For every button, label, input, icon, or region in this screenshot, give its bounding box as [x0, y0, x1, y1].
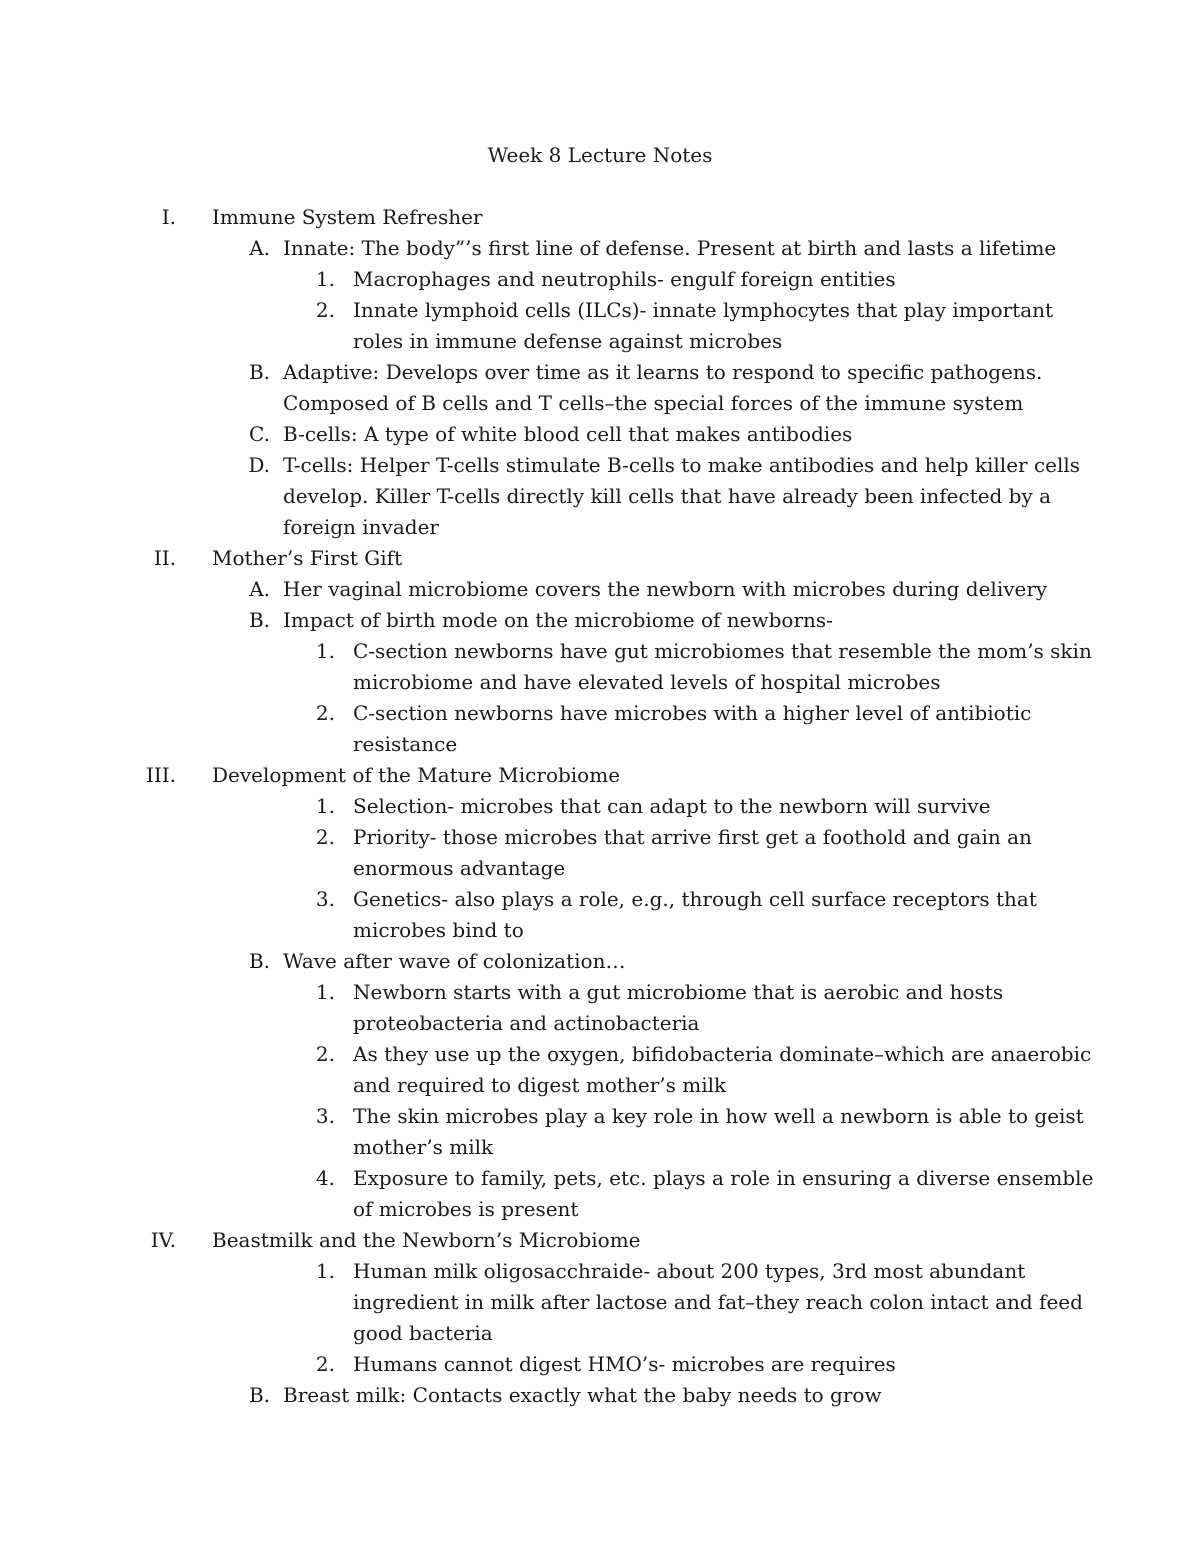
outline-marker: 2. — [315, 1042, 335, 1066]
outline-marker: I. — [161, 205, 176, 229]
outline-list — [0, 202, 1200, 1411]
outline-text-line: and required to digest mother’s milk — [353, 1073, 727, 1097]
outline-text-line: Innate: The body”’s first line of defense. Present at birth and lasts a lifetime — [283, 236, 1057, 260]
outline-text-line: C-section newborns have microbes with a higher level of antibiotic — [353, 701, 1032, 725]
outline-item-level-3 — [0, 1256, 1200, 1349]
outline-marker: IV. — [150, 1228, 176, 1252]
outline-text-line: T-cells: Helper T-cells stimulate B-cells to make antibodies and help killer cells — [283, 453, 1081, 477]
outline-text-line: As they use up the oxygen, bifidobacteria dominate–which are anaerobic — [353, 1042, 1092, 1066]
outline-item-level-1 — [0, 760, 1200, 791]
outline-marker: III. — [145, 763, 176, 787]
outline-marker: B. — [248, 608, 270, 632]
outline-text-line: develop. Killer T-cells directly kill cells that have already been infected by a — [283, 484, 1052, 508]
outline-marker: A. — [249, 236, 270, 260]
outline-item-level-2 — [0, 357, 1200, 419]
outline-item-level-3 — [0, 1101, 1200, 1163]
outline-item-level-3 — [0, 1349, 1200, 1380]
outline-item-level-2 — [0, 605, 1200, 636]
outline-text-line: Adaptive: Develops over time as it learns to respond to specific pathogens. — [283, 360, 1043, 384]
outline-marker: 3. — [315, 1104, 335, 1128]
outline-item-level-2 — [0, 450, 1200, 543]
outline-item-level-3 — [0, 264, 1200, 295]
outline-marker: 2. — [315, 1352, 335, 1376]
outline-item-level-2 — [0, 419, 1200, 450]
outline-text-line: Selection- microbes that can adapt to the newborn will survive — [353, 794, 991, 818]
outline-marker: 1. — [315, 639, 335, 663]
outline-marker: 3. — [315, 887, 335, 911]
outline-text-line: Impact of birth mode on the microbiome of newborns- — [283, 608, 833, 632]
outline-marker: 2. — [315, 825, 335, 849]
outline-text-line: Priority- those microbes that arrive first get a foothold and gain an — [353, 825, 1032, 849]
outline-marker: 1. — [315, 794, 335, 818]
outline-marker: 1. — [315, 980, 335, 1004]
outline-text-line: roles in immune defense against microbes — [353, 329, 783, 353]
outline-text-line: Macrophages and neutrophils- engulf foreign entities — [353, 267, 896, 291]
outline-marker: II. — [153, 546, 176, 570]
outline-item-level-3 — [0, 295, 1200, 357]
outline-item-level-3 — [0, 822, 1200, 884]
outline-text-line: Breast milk: Contacts exactly what the baby needs to grow — [283, 1383, 882, 1407]
outline-text-line: microbes bind to — [353, 918, 524, 942]
outline-item-level-1 — [0, 543, 1200, 574]
outline-item-level-3 — [0, 698, 1200, 760]
outline-marker: 4. — [315, 1166, 335, 1190]
outline-text-line: good bacteria — [353, 1321, 493, 1345]
outline-marker: B. — [248, 949, 270, 973]
outline-item-level-1 — [0, 1225, 1200, 1256]
outline-item-level-3 — [0, 1163, 1200, 1225]
outline-text-line: Development of the Mature Microbiome — [212, 763, 621, 787]
outline-text-line: Humans cannot digest HMO’s- microbes are requires — [353, 1352, 896, 1376]
outline-item-level-3 — [0, 977, 1200, 1039]
outline-text-line: mother’s milk — [353, 1135, 494, 1159]
outline-text-line: B-cells: A type of white blood cell that makes antibodies — [283, 422, 853, 446]
outline-marker: 1. — [315, 1259, 335, 1283]
outline-item-level-3 — [0, 636, 1200, 698]
outline-text-line: Beastmilk and the Newborn’s Microbiome — [212, 1228, 641, 1252]
outline-marker: 2. — [315, 701, 335, 725]
outline-text-line: ingredient in milk after lactose and fat–they reach colon intact and feed — [353, 1290, 1083, 1314]
outline-text-line: resistance — [353, 732, 458, 756]
outline-text-line: of microbes is present — [353, 1197, 579, 1221]
outline-item-level-2 — [0, 574, 1200, 605]
outline-item-level-2 — [0, 946, 1200, 977]
outline-text-line: Newborn starts with a gut microbiome that is aerobic and hosts — [353, 980, 1004, 1004]
outline-text-line: Immune System Refresher — [212, 205, 483, 229]
outline-item-level-3 — [0, 1039, 1200, 1101]
outline-text-line: Exposure to family, pets, etc. plays a role in ensuring a diverse ensemble — [353, 1166, 1094, 1190]
outline-marker: B. — [248, 360, 270, 384]
outline-text-line: microbiome and have elevated levels of hospital microbes — [353, 670, 941, 694]
outline-text-line: foreign invader — [283, 515, 439, 539]
outline-text-line: The skin microbes play a key role in how well a newborn is able to geist — [353, 1104, 1084, 1128]
outline-text-line: Human milk oligosacchraide- about 200 types, 3rd most abundant — [353, 1259, 1026, 1283]
outline-item-level-2 — [0, 233, 1200, 264]
outline-text-line: Innate lymphoid cells (ILCs)- innate lymphocytes that play important — [353, 298, 1054, 322]
outline-item-level-1 — [0, 202, 1200, 233]
outline-text-line: enormous advantage — [353, 856, 566, 880]
outline-text-line: Composed of B cells and T cells–the special forces of the immune system — [283, 391, 1024, 415]
outline-item-level-3 — [0, 791, 1200, 822]
outline-text-line: C-section newborns have gut microbiomes that resemble the mom’s skin — [353, 639, 1092, 663]
outline-marker: C. — [249, 422, 270, 446]
outline-marker: B. — [248, 1383, 270, 1407]
outline-marker: 1. — [315, 267, 335, 291]
outline-marker: D. — [248, 453, 270, 477]
outline-item-level-3 — [0, 884, 1200, 946]
outline-text-line: proteobacteria and actinobacteria — [353, 1011, 700, 1035]
outline-marker: 2. — [315, 298, 335, 322]
outline-marker: A. — [249, 577, 270, 601]
outline-text-line: Mother’s First Gift — [212, 546, 403, 570]
outline-text-line: Her vaginal microbiome covers the newborn with microbes during delivery — [283, 577, 1048, 601]
outline-text-line: Wave after wave of colonization… — [283, 949, 626, 973]
outline-text-line: Genetics- also plays a role, e.g., through cell surface receptors that — [353, 887, 1037, 911]
page-title: Week 8 Lecture Notes — [487, 143, 713, 167]
outline-item-level-2 — [0, 1380, 1200, 1411]
